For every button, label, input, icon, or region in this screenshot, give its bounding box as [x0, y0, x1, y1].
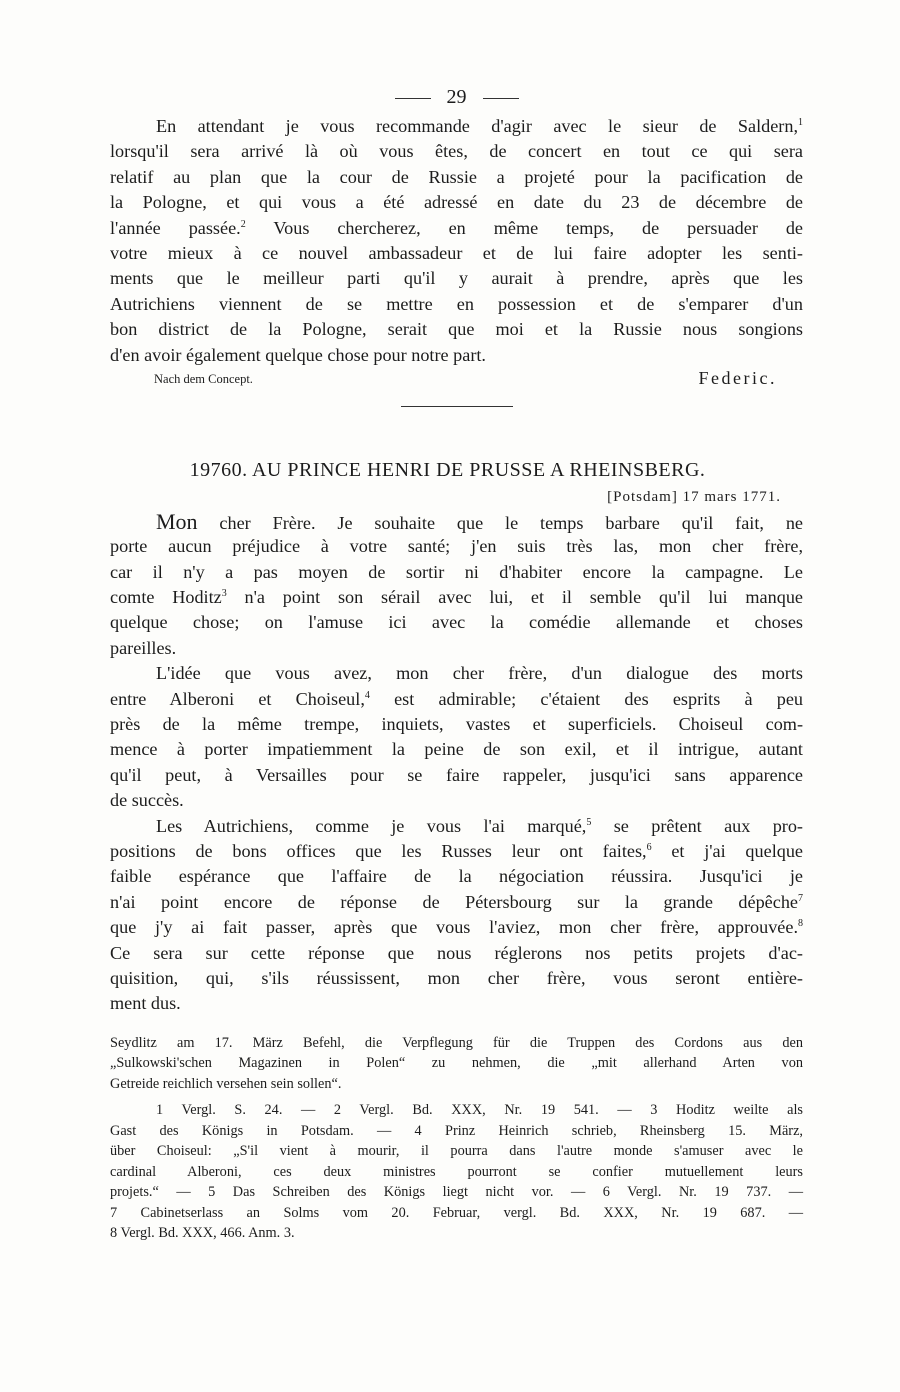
text-line: lorsqu'il sera arrivé là où vous êtes, de concert en tout ce qui sera: [110, 141, 803, 162]
footnote-ref: 5: [586, 816, 592, 828]
text-line: la Pologne, et qui vous a été adressé en date du 23 de décembre de: [110, 192, 803, 213]
text-line: pareilles.: [110, 637, 177, 658]
text-line: Les Autrichiens, comme je vous l'ai marqué,$^5$ se prêtent aux pro-: [156, 815, 803, 836]
page-number: 29: [446, 86, 467, 108]
footnotes: [110, 1100, 803, 1244]
footnote-ref: 4: [364, 689, 370, 701]
page-number-row: [110, 82, 803, 112]
footnote-line: 7 Cabinetserlass an Solms vom 20. Februar, vergl. Bd. XXX, Nr. 19 687. —: [110, 1204, 803, 1221]
source-note: Nach dem Concept.: [154, 371, 253, 386]
footnote-line: projets.“ — 5 Das Schreiben des Königs liegt nicht vor. — 6 Vergl. Nr. 19 737. —: [110, 1184, 803, 1201]
signature: Federic.: [698, 367, 777, 388]
page-number-dash-right: [483, 98, 519, 99]
text-line: qu'il peut, à Versailles pour se faire rappeler, jusqu'ici sans apparence: [110, 764, 803, 785]
text-line: d'en avoir également quelque chose pour notre part.: [110, 344, 486, 365]
text-line: de succès.: [110, 790, 184, 811]
document-page: [110, 82, 803, 1244]
footnote-line: 1 Vergl. S. 24. — 2 Vergl. Bd. XXX, Nr. 19 541. — 3 Hoditz weilte als: [156, 1102, 803, 1119]
text-line: Mon cher Frère. Je souhaite que le temps barbare qu'il fait, ne: [156, 508, 803, 534]
footnote-ref: 8: [798, 918, 803, 930]
note-line: „Sulkowski'schen Magazinen in Polen“ zu nehmen, die „mit allerhand Arten von: [110, 1055, 803, 1072]
text-line: Ce sera sur cette réponse que nous réglerons nos petits projets d'ac-: [110, 942, 803, 963]
text-line: faible espérance que l'affaire de la négociation réussira. Jusqu'ici je: [110, 866, 803, 887]
text-line: bon district de la Pologne, serait que moi et la Russie nous songions: [110, 319, 803, 340]
footnote-ref: 3: [221, 588, 227, 600]
footnote-line: cardinal Alberoni, ces deux ministres pourront se confier mutuellement leurs: [110, 1163, 803, 1180]
text-line: comte Hoditz$^3$ n'a point son sérail avec lui, et il semble qu'il lui manque: [110, 587, 803, 608]
section-divider: [401, 406, 513, 407]
text-line: Autrichiens viennent de se mettre en possession et de s'emparer d'un: [110, 293, 803, 314]
dateline: [Potsdam] 17 mars 1771.: [607, 488, 781, 505]
text-line: que j'y ai fait passer, après que vous l'aviez, mon cher frère, approuvée.$^8$: [110, 917, 803, 938]
text-line: l'année passée.$^2$ Vous chercherez, en même temps, de persuader de: [110, 217, 803, 238]
text-line: car il n'y a pas moyen de sortir ni d'habiter encore la campagne. Le: [110, 561, 803, 582]
footnote-ref: 7: [798, 892, 803, 904]
notes-intro: [110, 1033, 803, 1095]
text-line: L'idée que vous avez, mon cher frère, d'un dialogue des morts: [156, 663, 803, 684]
text-line: quisition, qui, s'ils réussissent, mon cher frère, vous seront entière-: [110, 967, 803, 988]
text-line: ments que le meilleur parti qu'il y aurait à prendre, après que les: [110, 268, 803, 289]
footnote-ref: 1: [798, 117, 803, 128]
page-number-dash-left: [395, 98, 431, 99]
footnote-ref: 6: [646, 841, 652, 853]
letter-heading: 19760. AU PRINCE HENRI DE PRUSSE A RHEINSBERG.: [189, 458, 706, 481]
footnote-ref: 2: [240, 218, 246, 230]
note-line: Seydlitz am 17. März Befehl, die Verpflegung für die Truppen des Cordons aus den: [110, 1034, 803, 1051]
footnote-line: Gast des Königs in Potsdam. — 4 Prinz Heinrich schrieb, Rheinsberg 15. März,: [110, 1122, 803, 1139]
note-line: Getreide reichlich versehen sein sollen“.: [110, 1075, 342, 1092]
paragraph-saldern: [110, 114, 803, 368]
text-line: ment dus.: [110, 993, 181, 1014]
text-line: près de la même trempe, inquiets, vastes et superficiels. Choiseul com-: [110, 714, 803, 735]
text-line: entre Alberoni et Choiseul,$^4$ est admirable; c'étaient des esprits à peu: [110, 688, 804, 709]
text-line: relatif au plan que la cour de Russie a projeté pour la pacification de: [110, 166, 803, 187]
text-line: porte aucun préjudice à votre santé; j'en suis très las, mon cher frère,: [110, 536, 803, 557]
text-line: positions de bons offices que les Russes leur ont faites,$^6$ et j'ai quelque: [110, 840, 804, 861]
letter-body: [110, 509, 803, 1017]
text-line: votre mieux à ce nouvel ambassadeur et de lui faire adopter les senti-: [110, 242, 803, 263]
footnote-line: 8 Vergl. Bd. XXX, 466. Anm. 3.: [110, 1225, 295, 1242]
notes-section: [110, 1033, 803, 1244]
signature-row: [110, 368, 803, 394]
text-line: mence à porter impatiemment la peine de son exil, et il intrigue, autant: [110, 739, 803, 760]
text-line: n'ai point encore de réponse de Pétersbourg sur la grande dépêche$^7$: [110, 891, 803, 912]
text-line: En attendant je vous recommande d'agir avec le sieur de Saldern,$^1$: [156, 116, 803, 136]
text-line: quelque chose; on l'amuse ici avec la comédie allemande et choses: [110, 612, 803, 633]
footnote-line: über Choiseul: „S'il vient à mourir, il pourra dans l'autre monde s'amuser avec le: [110, 1143, 803, 1160]
